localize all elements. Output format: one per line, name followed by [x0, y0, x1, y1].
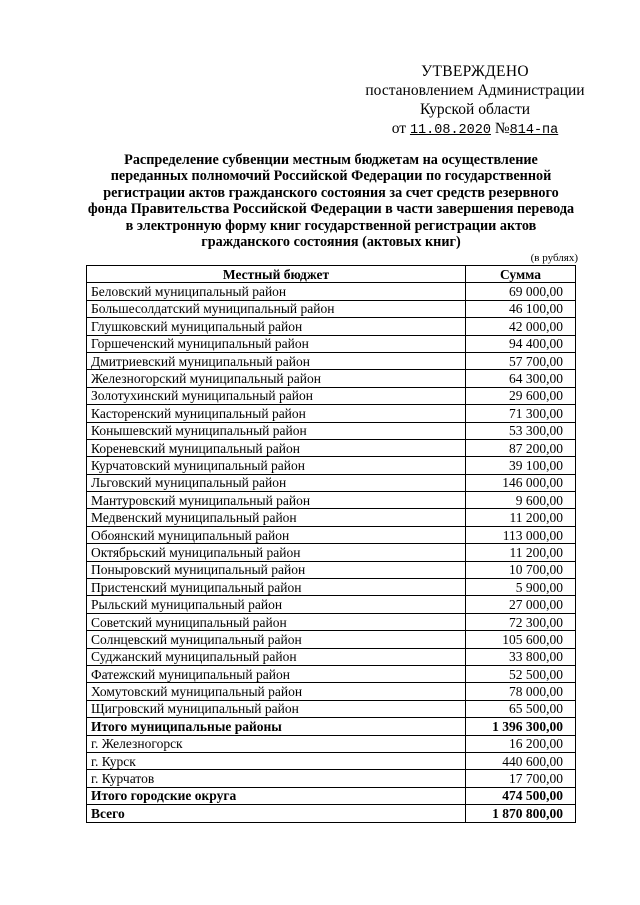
table-row — [87, 544, 576, 561]
amount-cell: 146 000,00 — [466, 474, 576, 491]
table-row — [87, 283, 576, 300]
amount-cell: 71 300,00 — [466, 405, 576, 422]
amount-cell: 11 200,00 — [466, 544, 576, 561]
budget-name-cell: Солнцевский муниципальный район — [87, 631, 466, 648]
units-label: (в рублях) — [530, 252, 578, 264]
table-row — [87, 422, 576, 439]
budget-name-cell: Кореневский муниципальный район — [87, 439, 466, 456]
amount-cell: 57 700,00 — [466, 352, 576, 369]
table-row — [87, 300, 576, 317]
budget-name-cell: Железногорский муниципальный район — [87, 370, 466, 387]
amount-cell: 42 000,00 — [466, 318, 576, 335]
table-row — [87, 770, 576, 787]
amount-cell: 72 300,00 — [466, 613, 576, 630]
table-row — [87, 352, 576, 369]
amount-cell: 33 800,00 — [466, 648, 576, 665]
amount-cell: 11 200,00 — [466, 509, 576, 526]
amount-cell: 17 700,00 — [466, 770, 576, 787]
table-row — [87, 492, 576, 509]
budget-name-cell: Итого городские округа — [87, 787, 466, 804]
table-row — [87, 665, 576, 682]
approval-number: 814-па — [509, 123, 559, 138]
amount-cell: 474 500,00 — [466, 787, 576, 804]
amount-cell: 94 400,00 — [466, 335, 576, 352]
table-row — [87, 474, 576, 491]
budget-name-cell: Касторенский муниципальный район — [87, 405, 466, 422]
table-row — [87, 561, 576, 578]
budget-name-cell: Обоянский муниципальный район — [87, 526, 466, 543]
budget-name-cell: Льговский муниципальный район — [87, 474, 466, 491]
budget-name-cell: Советский муниципальный район — [87, 613, 466, 630]
budget-name-cell: Медвенский муниципальный район — [87, 509, 466, 526]
table-row — [87, 700, 576, 717]
table-row — [87, 370, 576, 387]
table-row — [87, 648, 576, 665]
table-row — [87, 613, 576, 630]
budget-name-cell: Октябрьский муниципальный район — [87, 544, 466, 561]
budget-name-cell: г. Курчатов — [87, 770, 466, 787]
amount-cell: 5 900,00 — [466, 579, 576, 596]
amount-cell: 27 000,00 — [466, 596, 576, 613]
budget-name-cell: Всего — [87, 805, 466, 822]
budget-name-cell: Мантуровский муниципальный район — [87, 492, 466, 509]
table-total-row — [87, 805, 576, 822]
budget-name-cell: Дмитриевский муниципальный район — [87, 352, 466, 369]
budget-name-cell: Золотухинский муниципальный район — [87, 387, 466, 404]
amount-cell: 69 000,00 — [466, 283, 576, 300]
table-header-row — [87, 266, 576, 283]
table-total-row — [87, 787, 576, 804]
amount-cell: 440 600,00 — [466, 752, 576, 769]
table-row — [87, 439, 576, 456]
table-row — [87, 318, 576, 335]
amount-cell: 46 100,00 — [466, 300, 576, 317]
budget-name-cell: Глушковский муниципальный район — [87, 318, 466, 335]
table-row — [87, 509, 576, 526]
table-row — [87, 752, 576, 769]
table-total-row — [87, 718, 576, 735]
budget-name-cell: Конышевский муниципальный район — [87, 422, 466, 439]
budget-name-cell: Фатежский муниципальный район — [87, 665, 466, 682]
table-row — [87, 735, 576, 752]
table-row — [87, 631, 576, 648]
budget-name-cell: г. Железногорск — [87, 735, 466, 752]
amount-cell: 78 000,00 — [466, 683, 576, 700]
budget-name-cell: Рыльский муниципальный район — [87, 596, 466, 613]
amount-cell: 53 300,00 — [466, 422, 576, 439]
table-row — [87, 579, 576, 596]
budget-name-cell: Суджанский муниципальный район — [87, 648, 466, 665]
table-row — [87, 387, 576, 404]
table-row — [87, 405, 576, 422]
table-row — [87, 526, 576, 543]
table-row — [87, 335, 576, 352]
amount-cell: 1 870 800,00 — [466, 805, 576, 822]
budget-name-cell: Поныровский муниципальный район — [87, 561, 466, 578]
amount-cell: 9 600,00 — [466, 492, 576, 509]
budget-name-cell: Хомутовский муниципальный район — [87, 683, 466, 700]
amount-cell: 87 200,00 — [466, 439, 576, 456]
budget-name-cell: Щигровский муниципальный район — [87, 700, 466, 717]
date-prefix: от — [391, 120, 407, 137]
table-row — [87, 683, 576, 700]
approval-line-2: Курской области — [419, 101, 531, 118]
budget-name-cell: Большесолдатский муниципальный район — [87, 300, 466, 317]
allocation-table — [86, 265, 576, 823]
amount-cell: 65 500,00 — [466, 700, 576, 717]
amount-cell: 29 600,00 — [466, 387, 576, 404]
budget-name-cell: Итого муниципальные районы — [87, 718, 466, 735]
amount-cell: 16 200,00 — [466, 735, 576, 752]
approval-block — [360, 62, 590, 140]
amount-cell: 1 396 300,00 — [466, 718, 576, 735]
amount-cell: 10 700,00 — [466, 561, 576, 578]
amount-cell: 64 300,00 — [466, 370, 576, 387]
table-row — [87, 457, 576, 474]
approval-line-1: постановлением Администрации — [365, 82, 585, 99]
amount-cell: 39 100,00 — [466, 457, 576, 474]
budget-name-cell: Пристенский муниципальный район — [87, 579, 466, 596]
approval-stamp: УТВЕРЖДЕНО — [421, 63, 529, 80]
budget-name-cell: Беловский муниципальный район — [87, 283, 466, 300]
number-prefix: № — [494, 120, 510, 137]
approval-date-line — [360, 119, 590, 140]
header-budget: Местный бюджет — [87, 266, 466, 283]
amount-cell: 105 600,00 — [466, 631, 576, 648]
table-row — [87, 596, 576, 613]
header-amount: Сумма — [466, 266, 576, 283]
table-body — [87, 283, 576, 822]
budget-name-cell: г. Курск — [87, 752, 466, 769]
budget-name-cell: Горшеченский муниципальный район — [87, 335, 466, 352]
document-title: Распределение субвенции местным бюджетам на осуществление переданных полномочий Российской Федерации по государственной регистрации актов гражданского состояния за счет средств резервного фонда Правительства Российской Федерации в части завершения перевода в электронную форму книг государственной регистрации актов гражданского состояния (актовых книг) — [87, 152, 575, 251]
amount-cell: 113 000,00 — [466, 526, 576, 543]
amount-cell: 52 500,00 — [466, 665, 576, 682]
budget-name-cell: Курчатовский муниципальный район — [87, 457, 466, 474]
approval-date: 11.08.2020 — [409, 123, 491, 138]
